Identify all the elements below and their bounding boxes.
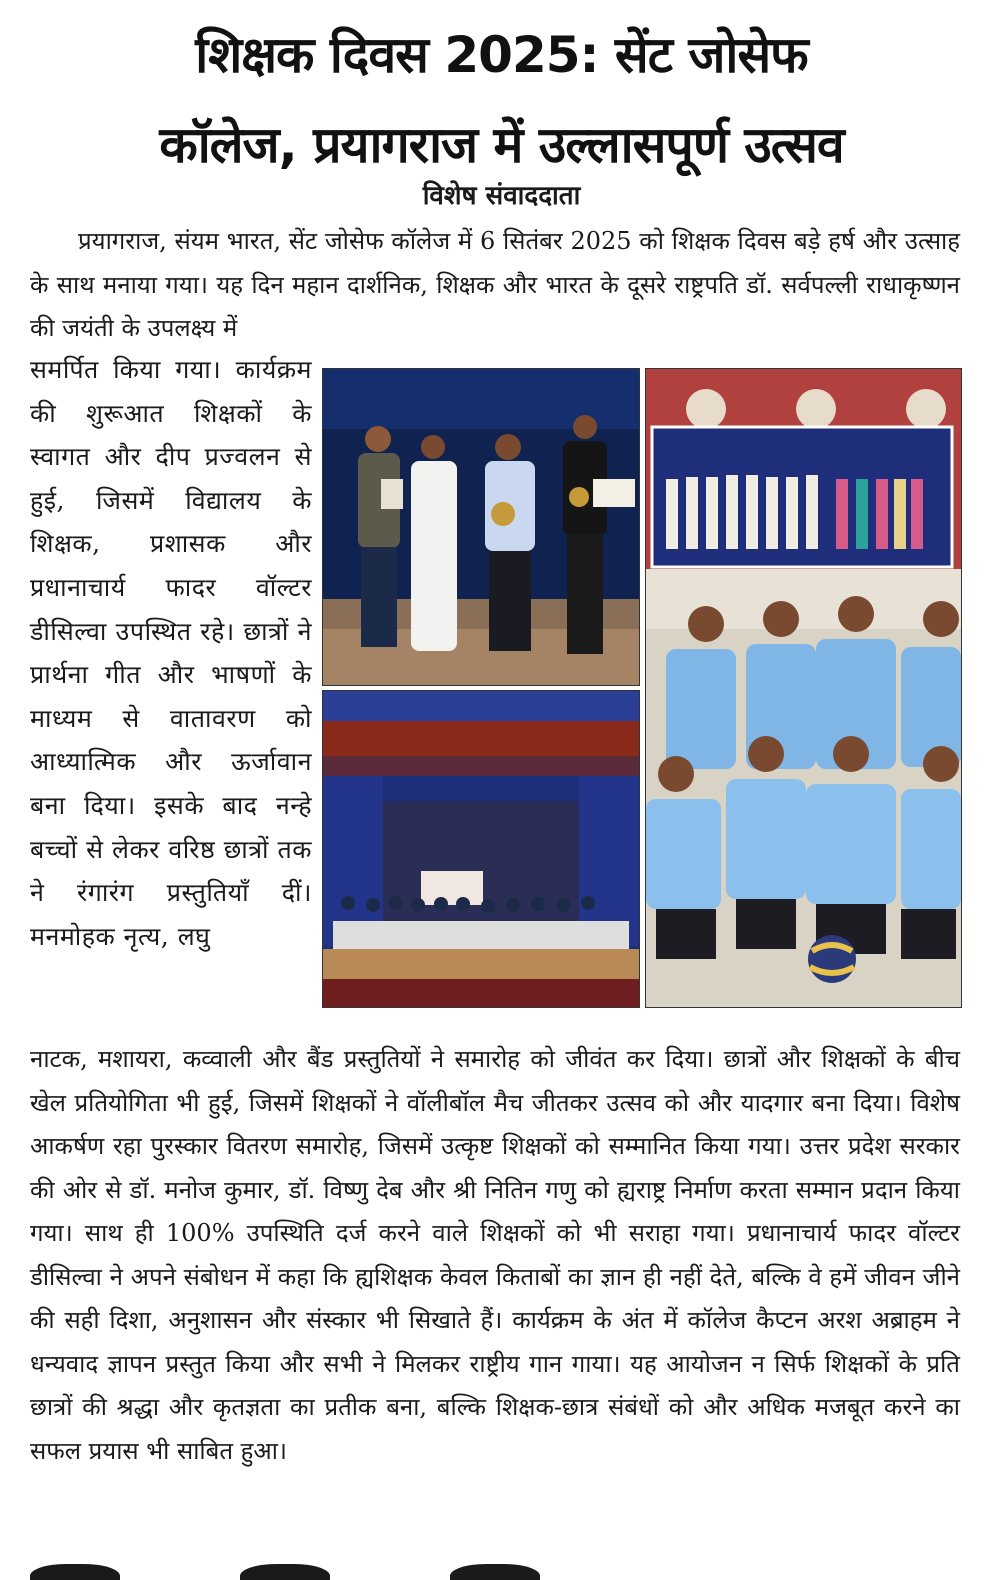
cropped-previous-text: [30, 0, 590, 4]
award-ceremony-photo: [322, 368, 640, 686]
headline-line-2: कॉलेज, प्रयागराज में उल्लासपूर्ण उत्सव: [159, 116, 844, 174]
teachers-volleyball-team-photo: [645, 368, 962, 1008]
byline: विशेष संवाददाता: [422, 181, 581, 211]
stage-performance-photo: [322, 690, 640, 1008]
headline: [18, 10, 985, 190]
headline-line-1: शिक्षक दिवस 2025: सेंट जोसेफ: [195, 26, 808, 84]
cropped-next-headline: [30, 1560, 960, 1580]
paragraph-column: समर्पित किया गया। कार्यक्रम की शुरूआत शिक्षकों के स्वागत और दीप प्रज्वलन से हुई, जिसमें विद्यालय के शिक्षक, प्रशासक और प्रधानाचार्य फादर वॉल्टर डीसिल्वा उपस्थित रहे। छात्रों ने प्रार्थना गीत और भाषणों के माध्यम से वातावरण को आध्यात्मिक और ऊर्जावान बना दिया। इसके बाद नन्हे बच्चों से लेकर वरिष्ठ छात्रों तक ने रंगारंग प्रस्तुतियाँ दीं। मनमोहक नृत्य, लघु: [30, 355, 312, 951]
paragraph-intro: प्रयागराज, संयम भारत, सेंट जोसेफ कॉलेज में 6 सितंबर 2025 को शिक्षक दिवस बड़े हर्ष और उत्साह के साथ मनाया गया। यह दिन महान दार्शनिक, शिक्षक और भारत के दूसरे राष्ट्रपति डॉ. सर्वपल्ली राधाकृष्णन की जयंती के उपलक्ष्य में: [30, 227, 960, 342]
paragraph-closing: नाटक, मशायरा, कव्वाली और बैंड प्रस्तुतियों ने समारोह को जीवंत कर दिया। छात्रों और शिक्षकों के बीच खेल प्रतियोगिता भी हुई, जिसमें शिक्षकों ने वॉलीबॉल मैच जीतकर उत्सव को और यादगार बना दिया। विशेष आकर्षण रहा पुरस्कार वितरण समारोह, जिसमें उत्कृष्ट शिक्षकों को सम्मानित किया गया। उत्तर प्रदेश सरकार की ओर से डॉ. मनोज कुमार, डॉ. विष्णु देब और श्री नितिन गणु को ह्यराष्ट्र निर्माण करता सम्मान प्रदान किया गया। साथ ही 100% उपस्थिति दर्ज करने वाले शिक्षकों को भी सराहा गया। प्रधानाचार्य फादर वॉल्टर डीसिल्वा ने अपने संबोधन में कहा कि ह्यशिक्षक केवल किताबों का ज्ञान ही नहीं देते, बल्कि वे हमें जीवन जीने की सही दिशा, अनुशासन और संस्कार भी सिखाते हैं। कार्यक्रम के अंत में कॉलेज कैप्टन अरश अब्राहम ने धन्यवाद ज्ञापन प्रस्तुत किया और सभी ने मिलकर राष्ट्रीय गान गाया। यह आयोजन न सिर्फ शिक्षकों के प्रति छात्रों की श्रद्धा और कृतज्ञता का प्रतीक बना, बल्कि शिक्षक-छात्र संबंधों को और अधिक मजबूत करने का सफल प्रयास भी साबित हुआ।: [30, 1045, 960, 1465]
